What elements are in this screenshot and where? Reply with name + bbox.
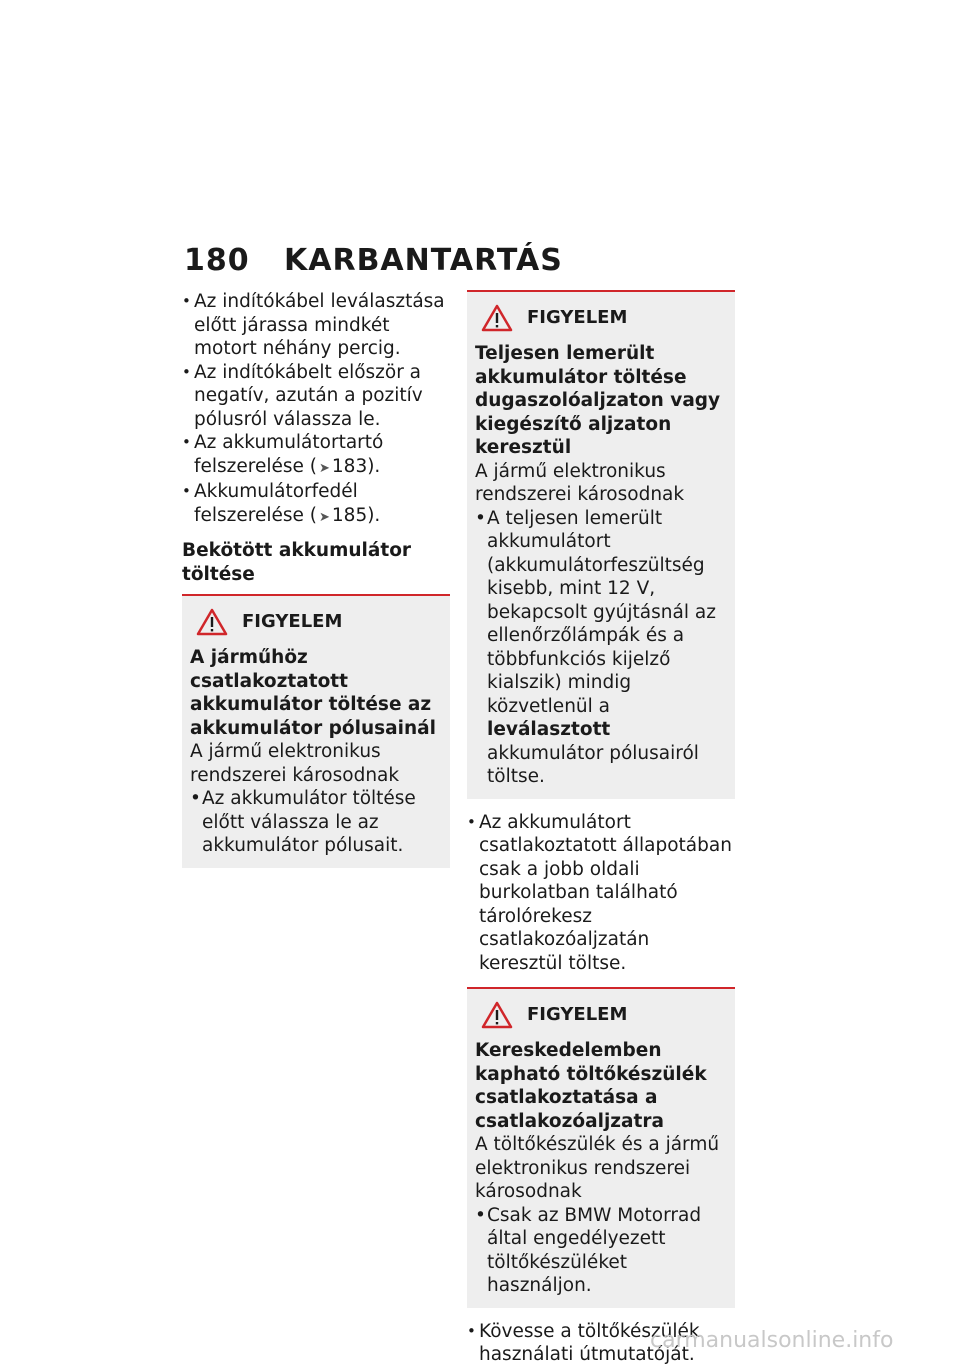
list-item: • Akkumulátorfedél felszerelése ( ➤ 185). (182, 480, 450, 529)
page-header (184, 243, 563, 278)
list-item: • Az akkumulátortartó felszerelése ( ➤ 183). (182, 431, 450, 480)
warning-triangle-icon (481, 304, 513, 332)
left-column (182, 290, 450, 868)
warning-body: A töltőkészülék és a jármű elektronikus rendszerei károsodnak (475, 1134, 720, 1202)
warning-heading: Kereskedelemben kapható töltőkészülék csatlakoztatása a csatlakozóaljzatra (475, 1040, 707, 1132)
warning-title (475, 304, 727, 332)
right-bullet-list (467, 811, 735, 976)
page-ref-link[interactable]: 183 (331, 455, 368, 477)
warning-label: FIGYELEM (527, 1004, 628, 1026)
list-item: • A teljesen lemerült akkumulátort (akkumulátorfeszültség kisebb, mint 12 V, bekapcsolt gyújtásnál az ellenőrzőlámpák és a többfunkciós kijelző kialszik) mindig közvetlenül a leválasztott akkumulátor pólusairól töltse. (475, 507, 727, 789)
page-number: 180 (184, 243, 250, 278)
page-ref-arrow-icon: ➤ (319, 460, 330, 476)
warning-box (467, 987, 735, 1308)
page-ref-arrow-icon: ➤ (319, 509, 330, 525)
right-column (467, 290, 735, 1367)
warning-box (467, 290, 735, 799)
warning-label: FIGYELEM (242, 611, 343, 633)
warning-body: A jármű elektronikus rendszerei károsodnak (190, 741, 400, 786)
list-item: • Az akkumulátort csatlakoztatott állapotában csak a jobb oldali burkolatban található tárolórekesz csatlakozóaljzatán keresztül töltse. (467, 811, 735, 976)
left-bullet-list (182, 290, 450, 529)
list-item: • Az akkumulátor töltése előtt válassza le az akkumulátor pólusait. (190, 787, 442, 858)
warning-title (190, 608, 442, 636)
page-title: KARBANTARTÁS (284, 243, 563, 278)
warning-title (475, 1001, 727, 1029)
warning-box (182, 596, 450, 868)
watermark: carmanualsonline.info (650, 1328, 894, 1353)
warning-list (475, 1204, 727, 1298)
warning-triangle-icon (196, 608, 228, 636)
warning-triangle-icon (481, 1001, 513, 1029)
section-heading: Bekötött akkumulátor töltése (182, 539, 450, 596)
page-ref-link[interactable]: 185 (331, 504, 368, 526)
list-item: • Csak az BMW Motorrad által engedélyezett töltőkészüléket használjon. (475, 1204, 727, 1298)
list-item: • Az indítókábel leválasztása előtt járassa mindkét motort néhány percig. (182, 290, 450, 361)
warning-label: FIGYELEM (527, 307, 628, 329)
list-item: • Kövesse a töltőkészülék használati útmutatóját. (467, 1320, 735, 1367)
warning-body: A jármű elektronikus rendszerei károsodnak (475, 460, 685, 505)
warning-list (475, 507, 727, 789)
warning-list (190, 787, 442, 858)
warning-heading: Teljesen lemerült akkumulátor töltése dugaszolóaljzaton vagy kiegészítő aljzaton keresztül (475, 343, 721, 458)
emphasis-text: leválasztott (487, 719, 611, 740)
list-item: • Az indítókábelt először a negatív, azután a pozitív pólusról válassza le. (182, 361, 450, 432)
warning-heading: A járműhöz csatlakoztatott akkumulátor töltése az akkumulátor pólusainál (190, 647, 436, 739)
